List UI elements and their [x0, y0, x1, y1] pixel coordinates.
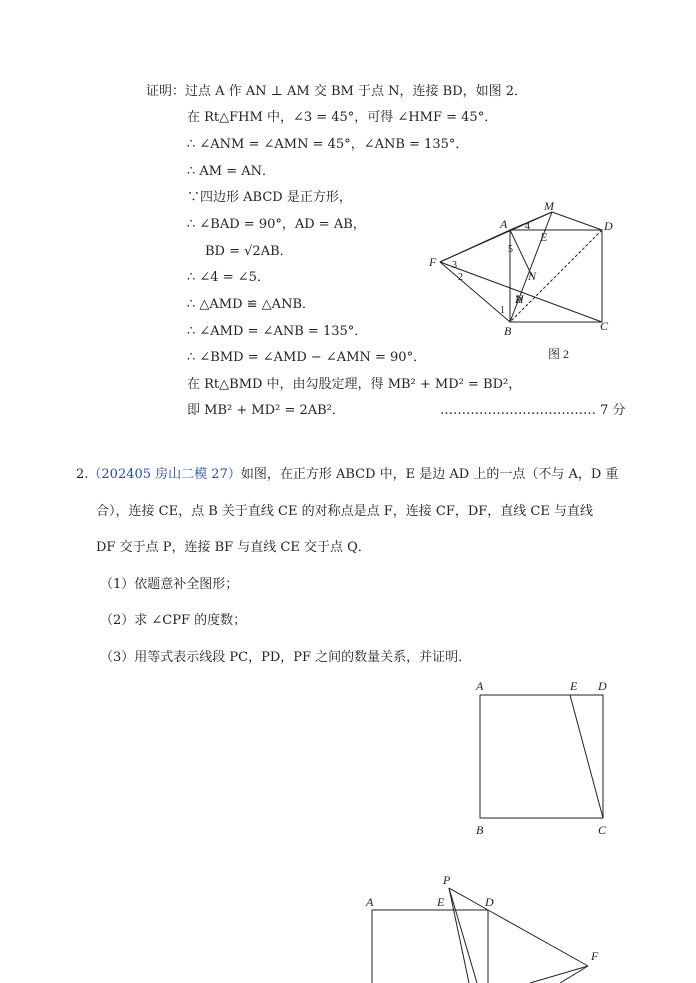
fig3-label-e: E [570, 679, 578, 693]
fig2-label-c: C [600, 319, 609, 333]
fig2-label-n: N [528, 269, 537, 283]
problem-number-text: 2. [76, 467, 89, 482]
proof-line: ∴ ∠BMD = ∠AMD − ∠AMN = 90°． [187, 350, 427, 365]
question-1: （1）依题意补全图形； [100, 577, 239, 592]
fig2-label-d: D [604, 219, 613, 233]
square-partial-fig4 [372, 910, 488, 983]
question-3: （3）用等式表示线段 PC，PD，PF 之间的数量关系，并证明． [100, 650, 472, 665]
fig3-label-c: C [598, 823, 607, 837]
fig2-label-f: F [429, 255, 437, 269]
fig4-label-d: D [485, 895, 494, 909]
fig3-label-b: B [476, 823, 484, 837]
question-2: （2）求 ∠CPF 的度数； [100, 613, 247, 628]
fig2-angle-2: 2 [458, 272, 463, 283]
proof-line: ∴ △AMD ≌ △ANB． [187, 297, 315, 312]
fig2-angle-1: 1 [500, 305, 505, 316]
fig2-angle-3: 3 [452, 260, 457, 271]
fig3-label-a: A [476, 679, 484, 693]
proof-line: ∴ AM = AN． [187, 164, 276, 179]
fig4-label-p: P [443, 873, 451, 887]
segment-f-lower [530, 966, 588, 983]
problem-stem-line: 如图，在正方形 ABCD 中，E 是边 AD 上的一点（不与 A，D 重 [240, 467, 619, 482]
fig2-label-a: A [500, 217, 508, 231]
fig2-label-h: H [515, 292, 524, 306]
segment-df [488, 910, 588, 966]
proof-line: ∴ ∠AMD = ∠ANB = 135°． [187, 324, 368, 339]
fig2-label-m: M [544, 199, 554, 213]
proof-line: ∴ ∠4 = ∠5． [187, 270, 270, 285]
fig2-angle-5: 5 [508, 244, 513, 255]
fig4-label-e: E [437, 895, 445, 909]
proof-line: 证明：过点 A 作 AN ⊥ AM 交 BM 于点 N，连接 BD，如图 2． [146, 84, 528, 99]
fig2-angle-4: 4 [525, 221, 530, 232]
segment-pe-2 [449, 888, 469, 983]
proof-line: BD = √2AB． [205, 244, 293, 259]
segment-pe-1 [449, 888, 477, 983]
problem-stem-line: DF 交于点 P，连接 BF 与直线 CE 交于点 Q． [96, 540, 371, 555]
fig2-label-b: B [504, 324, 512, 338]
proof-line: 即 MB² + MD² = 2AB²． [187, 403, 345, 418]
problem-stem-line: 合），连接 CE，点 B 关于直线 CE 的对称点是点 F，连接 CF，DF，直线 CE 与直线 [96, 504, 593, 519]
fig2-label-e: E [540, 230, 548, 244]
fig2-caption: 图 2 [548, 347, 570, 361]
proof-line: ∴ ∠ANM = ∠AMN = 45°，∠ANB = 135°． [187, 137, 469, 152]
fig4-label-a: A [366, 895, 374, 909]
segment-f-lower-2 [560, 966, 588, 983]
fig4-label-f: F [591, 949, 599, 963]
score-marker: ……………………………… 7 分 [440, 403, 626, 418]
proof-line: 在 Rt△FHM 中，∠3 = 45°，可得 ∠HMF = 45°． [187, 110, 498, 125]
problem-source: （202405 房山二模 27） [88, 467, 241, 482]
proof-line: ∴ ∠BAD = 90°，AD = AB， [187, 217, 366, 232]
fig3-label-d: D [598, 679, 607, 693]
proof-line: 在 Rt△BMD 中，由勾股定理，得 MB² + MD² = BD²， [187, 377, 522, 392]
proof-line: ∵四边形 ABCD 是正方形， [187, 190, 352, 205]
